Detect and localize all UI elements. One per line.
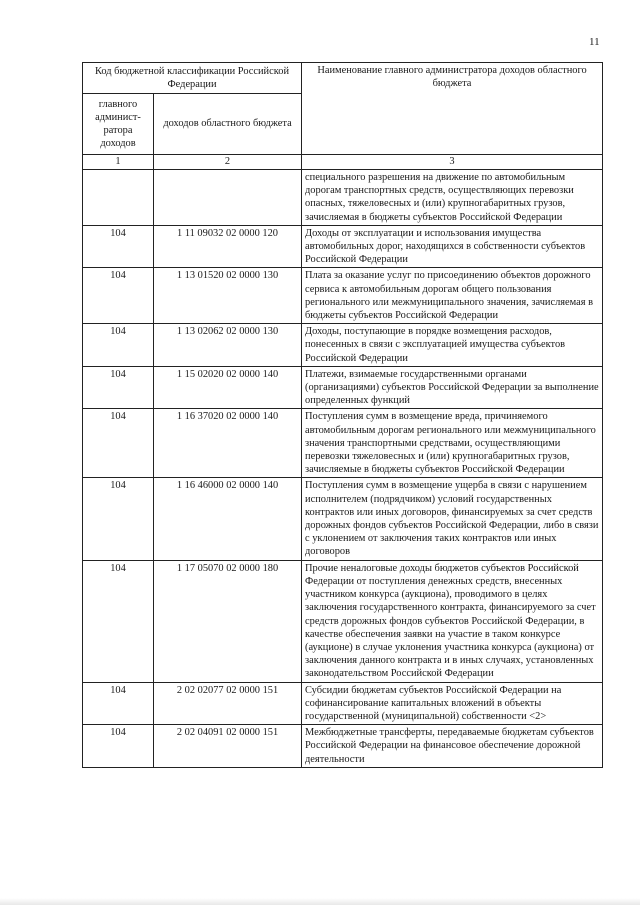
table-row [83,324,603,367]
header-kbk-group: Код бюджетной классификации Российской Федерации [83,63,302,94]
revenue-name-cell: Плата за оказание услуг по присоединению объектов дорожного сервиса к автомобильным дорогам общего пользования регионального или межмуниципального значения, зачисляемая в бюджеты субъектов Российской Федерации [302,268,603,324]
table-row [83,409,603,478]
revenue-name-cell: специального разрешения на движение по автомобильным дорогам транспортных средств, осуществляющих перевозки опасных, тяжеловесных и (или) крупногабаритных грузов, зачисляемая в бюджеты субъектов Российской Федерации [302,170,603,226]
table-row [83,725,603,768]
column-number-2: 2 [154,155,302,170]
revenue-code-cell: 1 15 02020 02 0000 140 [154,366,302,409]
header-admin-column: главного админист-ратора доходов [83,94,154,155]
admin-code-cell: 104 [83,725,154,768]
revenue-code-cell: 2 02 04091 02 0000 151 [154,725,302,768]
admin-code-cell: 104 [83,225,154,268]
table-row [83,560,603,682]
revenue-name-cell: Поступления сумм в возмещение вреда, причиняемого автомобильным дорогам регионального или межмуниципального значения транспортными средствами, осуществляющими перевозки тяжеловесных и (или) крупногабаритных грузов, зачисляемые в бюджеты субъектов Российской Федерации [302,409,603,478]
admin-code-cell: 104 [83,324,154,367]
column-number-3: 3 [302,155,603,170]
revenue-name-cell: Доходы от эксплуатации и использования имущества автомобильных дорог, находящихся в собственности субъектов Российской Федерации [302,225,603,268]
revenue-name-cell: Субсидии бюджетам субъектов Российской Федерации на софинансирование капитальных вложений в объекты государственной (муниципальной) собственности <2> [302,682,603,725]
table-row [83,366,603,409]
revenue-code-cell: 2 02 02077 02 0000 151 [154,682,302,725]
table-row [83,682,603,725]
admin-code-cell [83,170,154,226]
table-row [83,225,603,268]
column-number-1: 1 [83,155,154,170]
table-row [83,170,603,226]
revenue-name-cell: Прочие неналоговые доходы бюджетов субъектов Российской Федерации от поступления денежных средств, внесенных участником конкурса (аукциона), проводимого в целях заключения государственного контракта, финансируемого за счет средств дорожных фондов субъектов Российской Федерации, в качестве обеспечения заявки на участие в таком конкурсе (аукционе) в случае уклонения участника конкурса (аукциона) от заключения данного контракта и в иных случаях, установленных законодательством Российской Федерации [302,560,603,682]
revenue-code-cell: 1 13 02062 02 0000 130 [154,324,302,367]
revenue-name-cell: Платежи, взимаемые государственными органами (организациями) субъектов Российской Федерации за выполнение определенных функций [302,366,603,409]
header-revenue-code-column: доходов областного бюджета [154,94,302,155]
table-row [83,268,603,324]
budget-classification-table [82,62,603,768]
revenue-name-cell: Межбюджетные трансферты, передаваемые бюджетам субъектов Российской Федерации на финансовое обеспечение дорожной деятельности [302,725,603,768]
revenue-code-cell: 1 16 37020 02 0000 140 [154,409,302,478]
table-row [83,478,603,560]
admin-code-cell: 104 [83,478,154,560]
admin-code-cell: 104 [83,409,154,478]
admin-code-cell: 104 [83,366,154,409]
revenue-code-cell: 1 16 46000 02 0000 140 [154,478,302,560]
page-number: 11 [589,36,600,48]
revenue-code-cell: 1 13 01520 02 0000 130 [154,268,302,324]
revenue-code-cell: 1 11 09032 02 0000 120 [154,225,302,268]
admin-code-cell: 104 [83,560,154,682]
revenue-name-cell: Доходы, поступающие в порядке возмещения расходов, понесенных в связи с эксплуатацией имущества субъектов Российской Федерации [302,324,603,367]
admin-code-cell: 104 [83,268,154,324]
header-name-column: Наименование главного администратора доходов областного бюджета [302,63,603,155]
revenue-code-cell: 1 17 05070 02 0000 180 [154,560,302,682]
revenue-code-cell [154,170,302,226]
revenue-name-cell: Поступления сумм в возмещение ущерба в связи с нарушением исполнителем (подрядчиком) условий государственных контрактов или иных договоров, финансируемых за счет средств дорожных фондов субъектов Российской Федерации, либо в связи с уклонением от заключения таких контрактов или иных договоров [302,478,603,560]
admin-code-cell: 104 [83,682,154,725]
scan-bottom-edge [0,898,640,905]
